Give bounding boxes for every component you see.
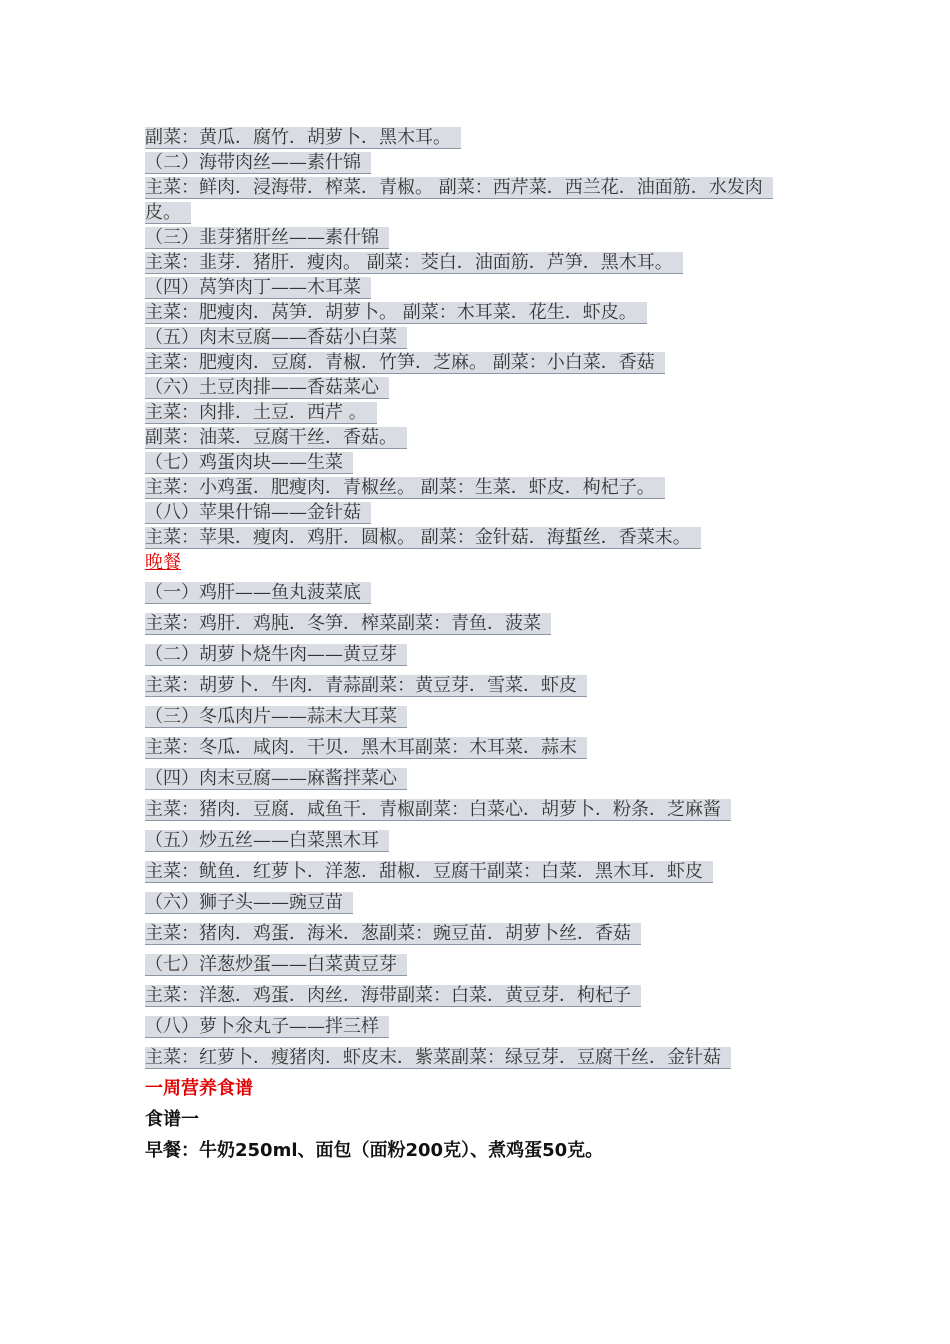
highlighted-text: 主菜：鸡肝．鸡肫．冬笋．榨菜副菜：青鱼．菠菜	[145, 613, 551, 635]
lunch-dish-title	[145, 377, 389, 399]
highlighted-text: 主菜：肥瘦肉．豆腐．青椒．竹笋．芝麻。 副菜：小白菜．香菇	[145, 352, 665, 374]
highlighted-text: （五）肉末豆腐——香菇小白菜	[145, 327, 407, 349]
highlighted-text: （七）洋葱炒蛋——白菜黄豆芽	[145, 954, 407, 976]
weekly-heading: 一周营养食谱	[145, 1078, 253, 1099]
highlighted-text: （六）狮子头——豌豆苗	[145, 892, 353, 914]
dinner-line	[145, 861, 713, 883]
lunch-dish-title	[145, 152, 371, 174]
lunch-line	[145, 127, 461, 149]
highlighted-text: 主菜：鲜肉．浸海带．榨菜．青椒。 副菜：西芹菜．西兰花．油面筋．水发肉	[145, 177, 773, 199]
dinner-line	[145, 923, 641, 945]
dinner-dish-title	[145, 830, 389, 852]
highlighted-text: 副菜：油菜．豆腐干丝．香菇。	[145, 427, 407, 449]
highlighted-text: 主菜：肉排．土豆．西芹 。	[145, 402, 377, 424]
highlighted-text: （一）鸡肝——鱼丸菠菜底	[145, 582, 371, 604]
lunch-line	[145, 252, 683, 274]
dinner-line	[145, 985, 641, 1007]
dinner-heading: 晚餐	[145, 552, 181, 573]
breakfast-line: 早餐：牛奶250ml、面包（面粉200克）、煮鸡蛋50克。	[145, 1140, 604, 1161]
highlighted-text: （二）胡萝卜烧牛肉——黄豆芽	[145, 644, 407, 666]
highlighted-text: （三）韭芽猪肝丝——素什锦	[145, 227, 389, 249]
dinner-dish-title	[145, 1016, 389, 1038]
recipe-one-heading: 食谱一	[145, 1109, 199, 1130]
highlighted-text: 主菜：猪肉．豆腐．咸鱼干．青椒副菜：白菜心．胡萝卜．粉条．芝麻酱	[145, 799, 731, 821]
highlighted-text: 主菜：鱿鱼．红萝卜．洋葱．甜椒．豆腐干副菜：白菜．黑木耳．虾皮	[145, 861, 713, 883]
lunch-dish-title	[145, 277, 371, 299]
highlighted-text: 主菜：小鸡蛋．肥瘦肉．青椒丝。 副菜：生菜．虾皮．枸杞子。	[145, 477, 665, 499]
dinner-line	[145, 799, 731, 821]
highlighted-text: （五）炒五丝——白菜黑木耳	[145, 830, 389, 852]
highlighted-text: 主菜：猪肉．鸡蛋．海米．葱副菜：豌豆苗．胡萝卜丝．香菇	[145, 923, 641, 945]
lunch-dish-title	[145, 327, 407, 349]
lunch-line	[145, 402, 377, 424]
highlighted-text: 主菜：洋葱．鸡蛋．肉丝．海带副菜：白菜．黄豆芽．枸杞子	[145, 985, 641, 1007]
dinner-line	[145, 1047, 731, 1069]
dinner-dish-title	[145, 954, 407, 976]
dinner-dish-title	[145, 582, 371, 604]
highlighted-text: （八）苹果什锦——金针菇	[145, 502, 371, 524]
highlighted-text: （六）土豆肉排——香菇菜心	[145, 377, 389, 399]
highlighted-text: （二）海带肉丝——素什锦	[145, 152, 371, 174]
lunch-dish-title	[145, 502, 371, 524]
lunch-line	[145, 202, 191, 224]
highlighted-text: 主菜：胡萝卜．牛肉．青蒜副菜：黄豆芽．雪菜．虾皮	[145, 675, 587, 697]
dinner-dish-title	[145, 768, 407, 790]
highlighted-text: （三）冬瓜肉片——蒜末大耳菜	[145, 706, 407, 728]
dinner-dish-title	[145, 644, 407, 666]
highlighted-text: 主菜：红萝卜．瘦猪肉．虾皮末．紫菜副菜：绿豆芽．豆腐干丝．金针菇	[145, 1047, 731, 1069]
dinner-dish-title	[145, 892, 353, 914]
dinner-dish-title	[145, 706, 407, 728]
lunch-line	[145, 527, 701, 549]
lunch-dish-title	[145, 227, 389, 249]
highlighted-text: （四）莴笋肉丁——木耳菜	[145, 277, 371, 299]
lunch-line	[145, 302, 647, 324]
highlighted-text: 主菜：肥瘦肉．莴笋．胡萝卜。 副菜：木耳菜．花生．虾皮。	[145, 302, 647, 324]
highlighted-text: 主菜：冬瓜．咸肉．干贝．黑木耳副菜：木耳菜．蒜末	[145, 737, 587, 759]
dinner-line	[145, 737, 587, 759]
highlighted-text: 主菜：苹果．瘦肉．鸡肝．圆椒。 副菜：金针菇．海蜇丝．香菜末。	[145, 527, 701, 549]
highlighted-text: 副菜：黄瓜．腐竹．胡萝卜．黑木耳。	[145, 127, 461, 149]
lunch-line	[145, 477, 665, 499]
highlighted-text: （七）鸡蛋肉块——生菜	[145, 452, 353, 474]
lunch-dish-title	[145, 452, 353, 474]
highlighted-text: 皮。	[145, 202, 191, 224]
highlighted-text: （四）肉末豆腐——麻酱拌菜心	[145, 768, 407, 790]
lunch-line	[145, 352, 665, 374]
lunch-line	[145, 177, 773, 199]
dinner-line	[145, 613, 551, 635]
lunch-line	[145, 427, 407, 449]
highlighted-text: 主菜：韭芽．猪肝．瘦肉。 副菜：茭白．油面筋．芦笋．黑木耳。	[145, 252, 683, 274]
highlighted-text: （八）萝卜氽丸子——拌三样	[145, 1016, 389, 1038]
dinner-line	[145, 675, 587, 697]
